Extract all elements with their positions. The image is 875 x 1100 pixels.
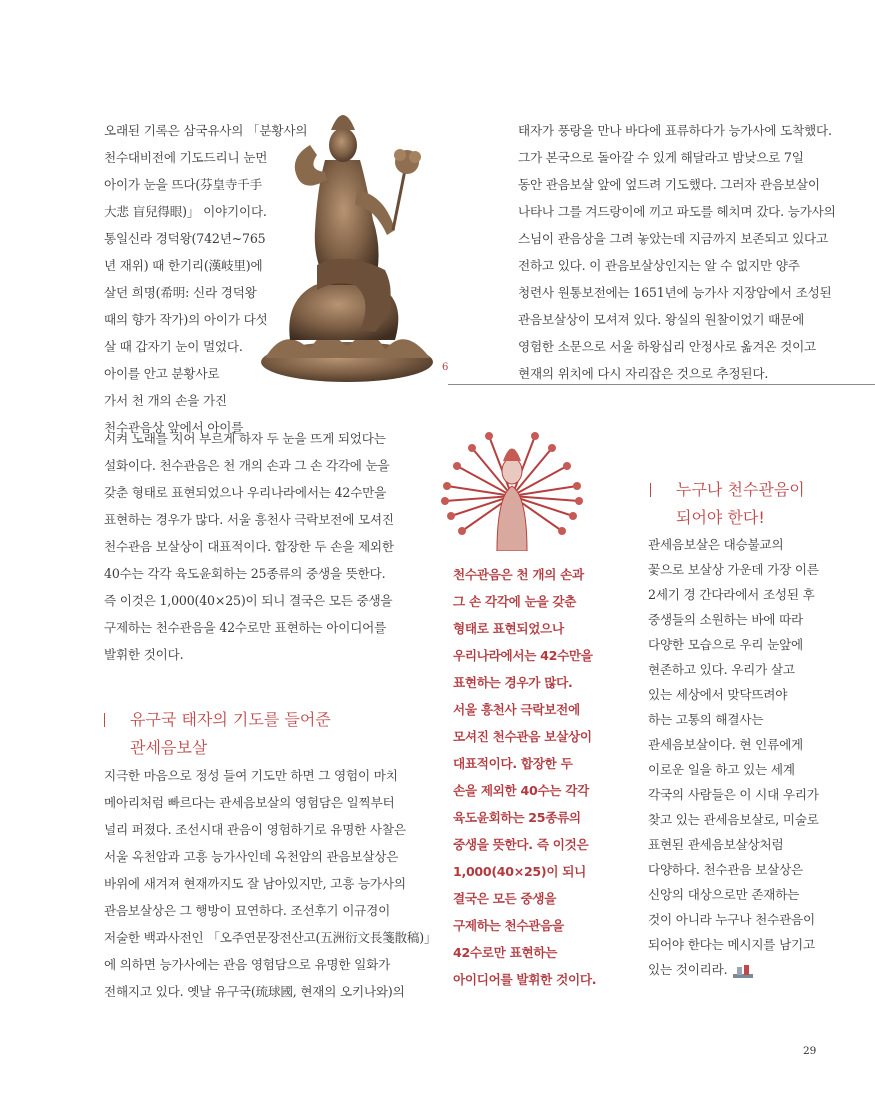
section-heading-bar (104, 713, 105, 727)
text-line: 다양하다. 천수관음 보살상은 (648, 862, 803, 877)
pull-quote-line: 그 손 각각에 눈을 갖춘 (453, 594, 577, 609)
text-line: 현재의 위치에 다시 자리잡은 것으로 추정된다. (518, 366, 769, 381)
pull-quote-line: 42수로만 표현하는 (453, 945, 558, 960)
section-heading: 관세음보살 (130, 738, 208, 757)
text-line: 태자가 풍랑을 만나 바다에 표류하다가 능가사에 도착했다. (518, 123, 832, 138)
text-line: 영험한 소문으로 서울 하왕십리 안정사로 옮겨온 것이고 (518, 339, 817, 354)
text-line: 꽃으로 보살상 가운데 가장 이른 (648, 562, 819, 577)
text-line: 지극한 마음으로 정성 들여 기도만 하면 그 영험이 마치 (104, 768, 398, 783)
text-line: 살던 희명(希明: 신라 경덕왕 (104, 285, 257, 300)
pull-quote-line: 천수관음은 천 개의 손과 (453, 567, 584, 582)
text-line: 전하고 있다. 이 관음보살상인지는 알 수 없지만 양주 (518, 258, 800, 273)
text-line: 구제하는 천수관음을 42수로만 표현하는 아이디어를 (104, 620, 387, 635)
section-heading: 되어야 한다! (676, 508, 765, 527)
text-line: 천수관음 보살상이 대표적이다. 합장한 두 손을 제외한 (104, 539, 394, 554)
text-line: 大悲 盲兒得眼)」 이야기이다. (104, 204, 267, 219)
text-line: 설화이다. 천수관음은 천 개의 손과 그 손 각각에 눈을 (104, 458, 390, 473)
text-line: 메아리처럼 빠르다는 관세음보살의 영험담은 일찍부터 (104, 795, 395, 810)
pull-quote-line: 표현하는 경우가 많다. (453, 675, 573, 690)
page-number: 29 (803, 1045, 817, 1057)
pull-quote-line: 구제하는 천수관음을 (453, 918, 564, 933)
pull-quote-line: 우리나라에서는 42수만을 (453, 648, 593, 663)
text-line: 천수관음상 앞에서 아이를 (104, 420, 244, 435)
pull-quote-line: 1,000(40×25)이 되니 (453, 864, 587, 879)
section-heading: 누구나 천수관음이 (676, 480, 805, 499)
text-line: 관세음보살은 대승불교의 (648, 537, 784, 552)
text-line: 관음보살상이 모셔져 있다. 왕실의 원찰이었기 때문에 (518, 312, 805, 327)
horizontal-divider (448, 384, 875, 385)
text-line: 나타나 그를 겨드랑이에 끼고 파도를 헤치며 갔다. 능가사의 (518, 204, 836, 219)
text-line: 에 의하면 능가사에는 관음 영험담으로 유명한 일화가 (104, 957, 391, 972)
text-line: 있는 세상에서 맞닥뜨려야 (648, 687, 788, 702)
text-line: 2세기 경 간다라에서 조성된 후 (648, 587, 815, 602)
image-caption-number: 6 (442, 362, 449, 373)
text-line: 천수대비전에 기도드리니 눈먼 (104, 150, 268, 165)
text-line: 통일신라 경덕왕(742년~765 (104, 231, 266, 246)
text-line: 즉 이것은 1,000(40×25)이 되니 결국은 모든 중생을 (104, 593, 393, 608)
pull-quote-line: 아이디어를 발휘한 것이다. (453, 972, 597, 987)
text-line: 관음보살상은 그 행방이 묘연하다. 조선후기 이규경이 (104, 903, 391, 918)
text-line: 각국의 사람들은 이 시대 우리가 (648, 787, 819, 802)
pull-quote-line: 결국은 모든 중생을 (453, 891, 557, 906)
section-heading-bar (650, 483, 651, 497)
text-line: 있는 것이리라. (648, 962, 728, 977)
text-line: 바위에 새겨져 현재까지도 잘 남아있지만, 고흥 능가사의 (104, 876, 406, 891)
text-line: 년 재위) 때 한기리(漢岐里)에 (104, 258, 263, 273)
text-line: 오래된 기록은 삼국유사의 「분황사의 (104, 123, 308, 138)
pull-quote-line: 서울 흥천사 극락보전에 (453, 702, 580, 717)
text-line: 40수는 각각 육도윤회하는 25종류의 중생을 뜻한다. (104, 566, 386, 581)
text-line: 신앙의 대상으로만 존재하는 (648, 887, 800, 902)
text-line: 현존하고 있다. 우리가 살고 (648, 662, 795, 677)
text-line: 시켜 노래를 지어 부르게 하자 두 눈을 뜨게 되었다는 (104, 431, 386, 446)
text-line: 되어야 한다는 메시지를 남기고 (648, 937, 815, 952)
end-mark-icon (732, 964, 754, 980)
pull-quote-line: 중생을 뜻한다. 즉 이것은 (453, 837, 589, 852)
text-line: 갖춘 형태로 표현되었으나 우리나라에서는 42수만을 (104, 485, 387, 500)
pull-quote-line: 육도윤회하는 25종류의 (453, 810, 581, 825)
text-line: 때의 향가 작가)의 아이가 다섯 (104, 312, 268, 327)
text-line: 관세음보살이다. 현 인류에게 (648, 737, 803, 752)
text-line: 동안 관음보살 앞에 엎드려 기도했다. 그러자 관음보살이 (518, 177, 820, 192)
text-line: 청련사 원통보전에는 1651년에 능가사 지장암에서 조성된 (518, 285, 832, 300)
text-line: 널리 퍼졌다. 조선시대 관음이 영험하기로 유명한 사찰은 (104, 822, 406, 837)
text-line: 것이 아니라 누구나 천수관음이 (648, 912, 815, 927)
text-line: 가서 천 개의 손을 가진 (104, 393, 227, 408)
text-line: 발휘한 것이다. (104, 647, 184, 662)
thousand-armed-illustration (437, 426, 587, 551)
pull-quote-line: 모셔진 천수관음 보살상이 (453, 729, 592, 744)
text-line: 저술한 백과사전인 「오주연문장전산고(五洲衍文長箋散稿)」 (104, 930, 437, 945)
text-line: 중생들의 소원하는 바에 따라 (648, 612, 803, 627)
text-line: 찾고 있는 관세음보살로, 미술로 (648, 812, 819, 827)
text-line: 이로운 일을 하고 있는 세계 (648, 762, 795, 777)
text-line: 아이가 눈을 뜨다(芬皇寺千手 (104, 177, 263, 192)
section-heading: 유구국 태자의 기도를 들어준 (130, 710, 331, 729)
text-line: 표현된 관세음보살상처럼 (648, 837, 784, 852)
text-line: 살 때 갑자기 눈이 멀었다. (104, 339, 243, 354)
pull-quote-line: 손을 제외한 40수는 각각 (453, 783, 589, 798)
text-line: 표현하는 경우가 많다. 서울 흥천사 극락보전에 모셔진 (104, 512, 394, 527)
text-line: 다양한 모습으로 우리 눈앞에 (648, 637, 803, 652)
text-line: 전해지고 있다. 옛날 유구국(琉球國, 현재의 오키나와)의 (104, 984, 405, 999)
pull-quote-line: 대표적이다. 합장한 두 (453, 756, 573, 771)
pull-quote-line: 형태로 표현되었으나 (453, 621, 564, 636)
text-line: 스님이 관음상을 그려 놓았는데 지금까지 보존되고 있다고 (518, 231, 828, 246)
text-line: 서울 옥천암과 고흥 능가사인데 옥천암의 관음보살상은 (104, 849, 399, 864)
text-line: 하는 고통의 해결사는 (648, 712, 764, 727)
text-line: 그가 본국으로 돌아갈 수 있게 해달라고 밤낮으로 7일 (518, 150, 804, 165)
text-line: 아이를 안고 분황사로 (104, 366, 220, 381)
